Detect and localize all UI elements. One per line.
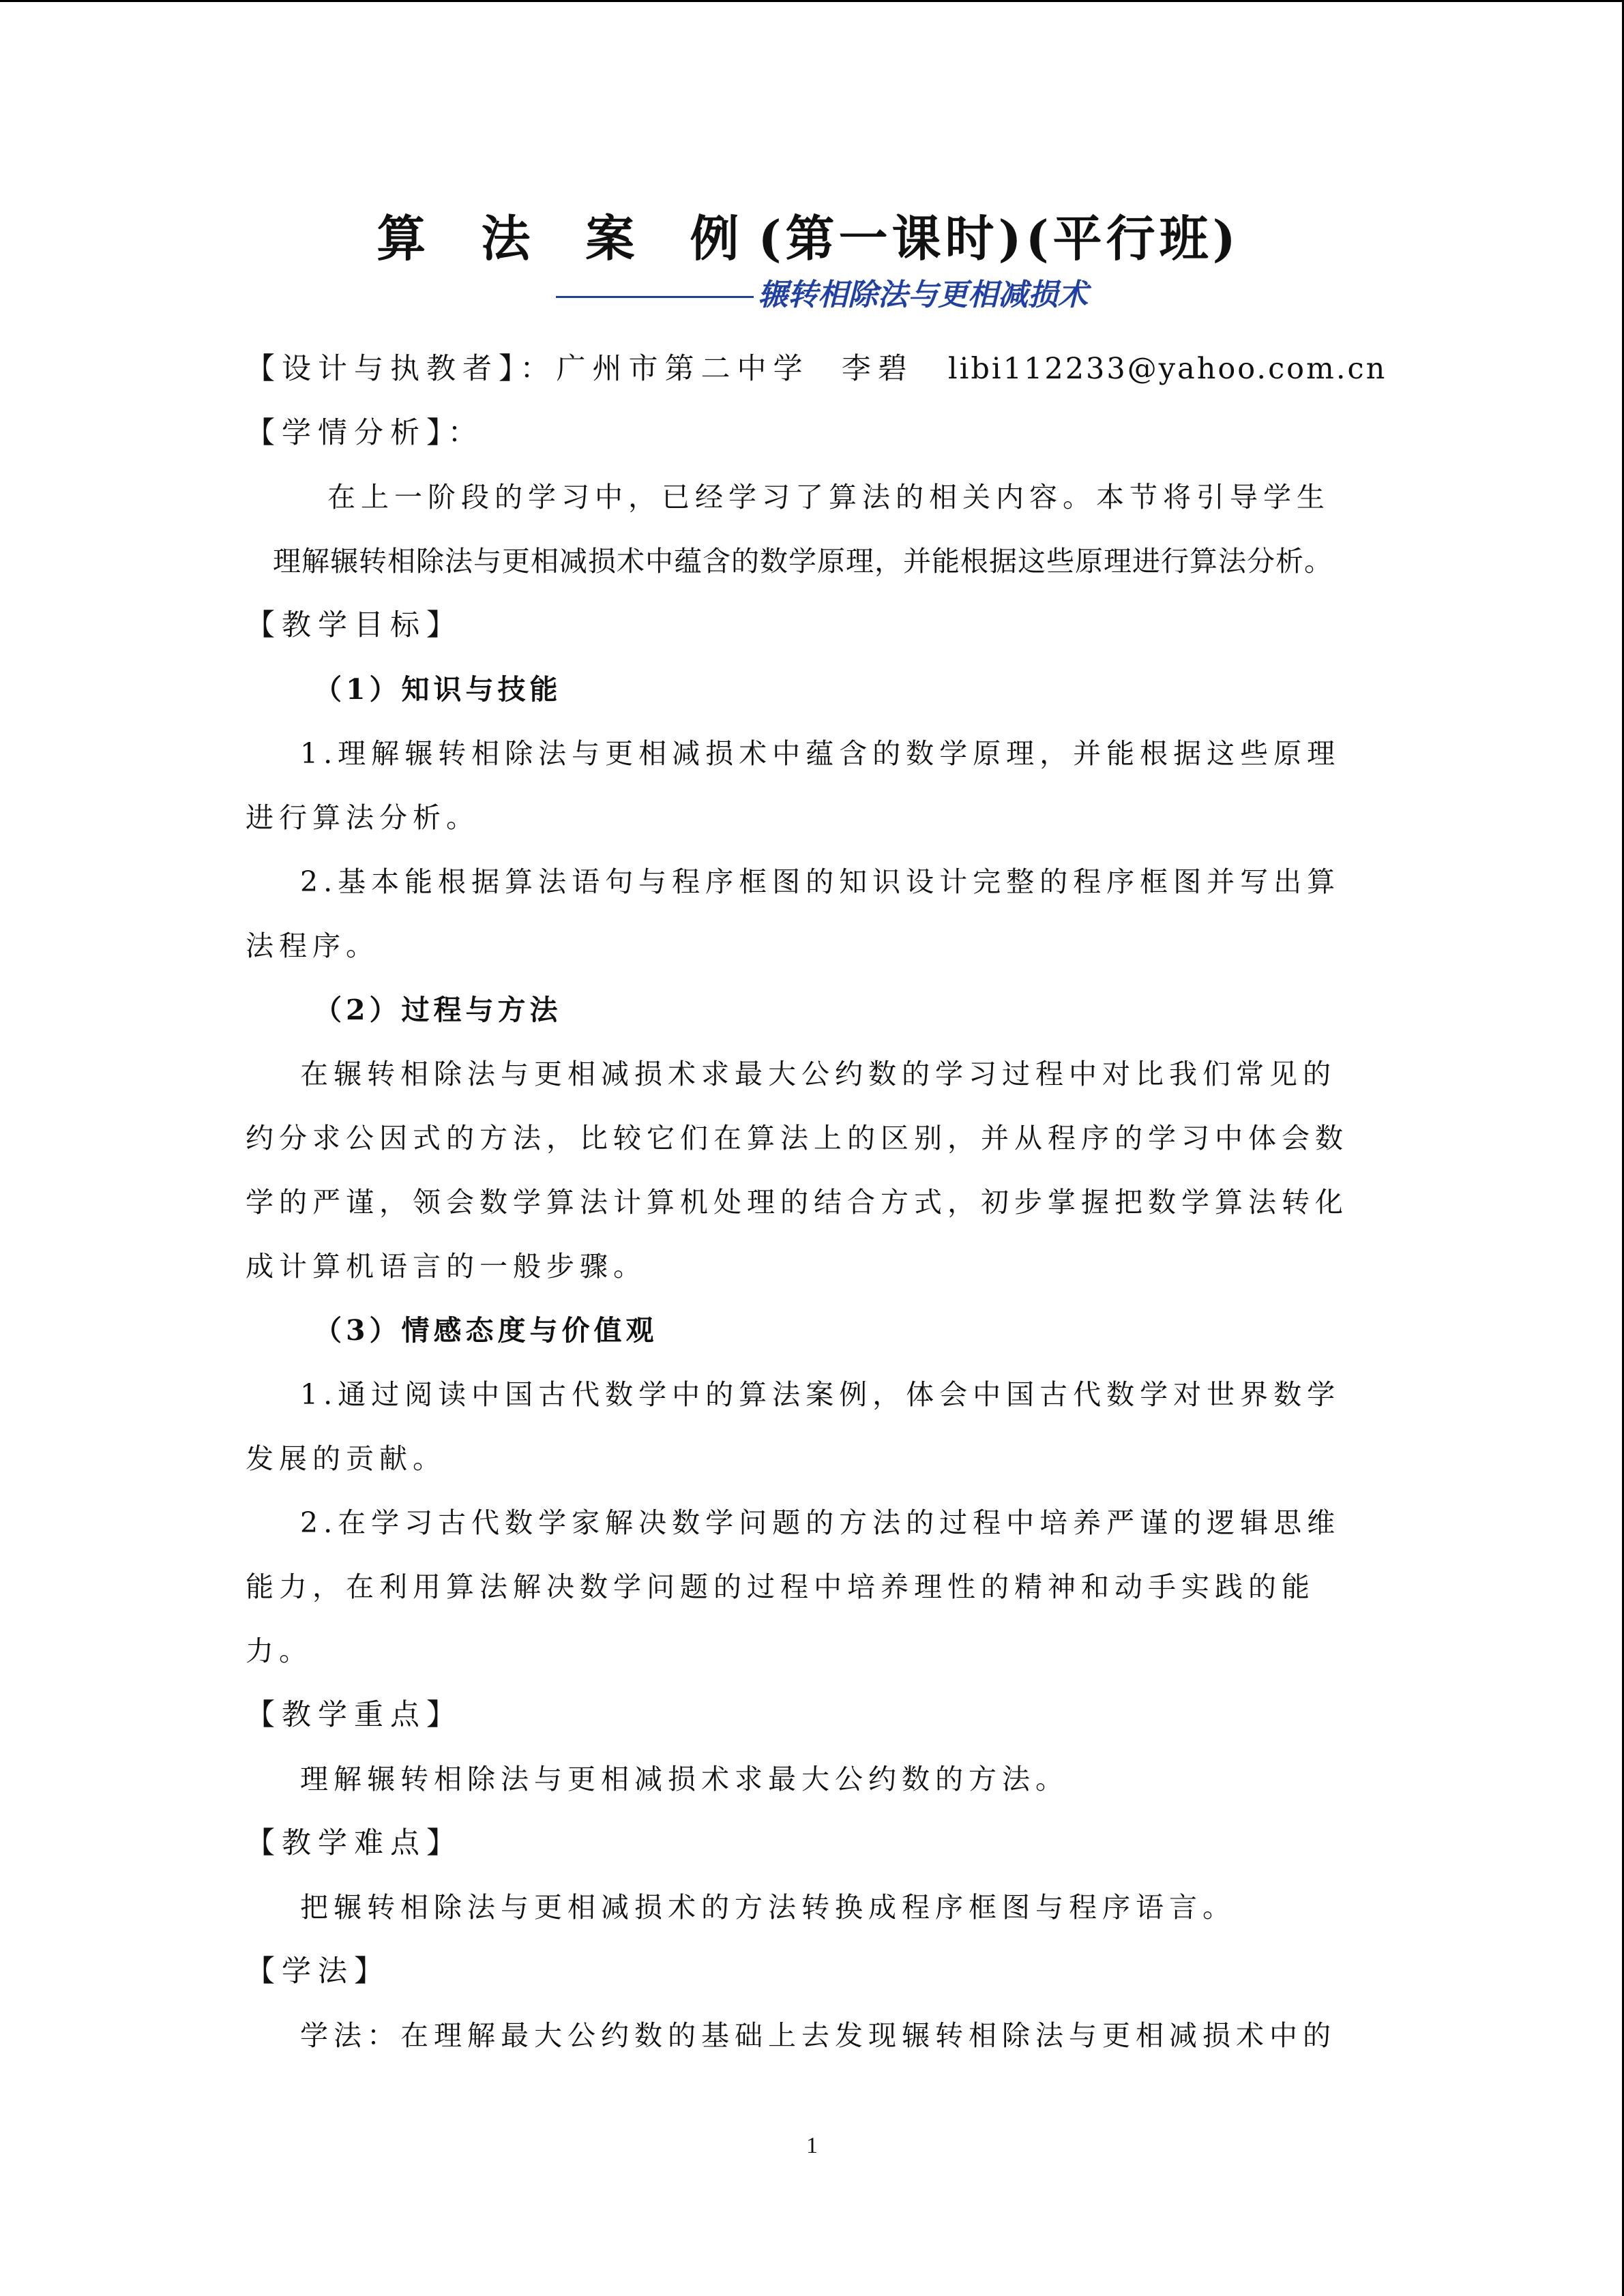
attitude-heading: （3）情感态度与价值观 (314, 1314, 658, 1347)
study-heading: 【学法】 (246, 1954, 390, 1988)
analysis-line-1: 在上一阶段的学习中，已经学习了算法的相关内容。本节将引导学生 (327, 481, 1330, 513)
attitude-item-2-line-2: 能力，在利用算法解决数学问题的过程中培养理性的精神和动手实践的能 (246, 1570, 1315, 1603)
attitude-item-1-line-2: 发展的贡献。 (246, 1442, 446, 1475)
knowledge-item-1-line-1: 1.理解辗转相除法与更相减损术中蕴含的数学原理，并能根据这些原理 (300, 737, 1341, 770)
goals-heading: 【教学目标】 (246, 608, 462, 642)
attitude-item-2-line-1: 2.在学习古代数学家解决数学问题的方法的过程中培养严谨的逻辑思维 (300, 1506, 1341, 1539)
focus-heading: 【教学重点】 (246, 1698, 462, 1732)
knowledge-item-2-line-2: 法程序。 (246, 929, 379, 962)
title-qualifier: (第一课时)(平行班) (758, 209, 1240, 267)
document-page (246, 205, 1387, 2068)
author-label: 【设计与执教者】： (246, 352, 557, 386)
author-line (246, 337, 1387, 401)
document-subtitle (246, 273, 1371, 318)
study-text: 学法：在理解最大公约数的基础上去发现辗转相除法与更相减损术中的 (300, 2019, 1336, 2052)
author-email: libi112233@yahoo.com.cn (947, 352, 1387, 386)
difficulty-text: 把辗转相除法与更相减损术的方法转换成程序框图与程序语言。 (300, 1891, 1236, 1924)
title-main: 算 法 案 例 (377, 209, 758, 267)
knowledge-heading: （1）知识与技能 (314, 673, 562, 706)
analysis-line-2: 理解辗转相除法与更相减损术中蕴含的数学原理，并能根据这些原理进行算法分析。 (273, 545, 1333, 578)
attitude-item-2-line-3: 力。 (246, 1635, 312, 1667)
knowledge-item-2-line-1: 2.基本能根据算法语句与程序框图的知识设计完整的程序框图并写出算 (300, 865, 1341, 898)
subtitle-text: 辗转相除法与更相减损术 (758, 278, 1088, 312)
author-name: 李碧 (841, 352, 914, 386)
author-school: 广州市第二中学 (556, 352, 810, 386)
attitude-item-1-line-1: 1.通过阅读中国古代数学中的算法案例，体会中国古代数学对世界数学 (300, 1378, 1341, 1411)
focus-text: 理解辗转相除法与更相减损术求最大公约数的方法。 (300, 1763, 1069, 1795)
document-title (246, 205, 1371, 273)
page-number: 1 (806, 2133, 818, 2158)
subtitle-dash (556, 296, 754, 298)
process-line-1: 在辗转相除法与更相减损术求最大公约数的学习过程中对比我们常见的 (300, 1058, 1336, 1090)
process-line-4: 成计算机语言的一般步骤。 (246, 1250, 647, 1283)
process-line-2: 约分求公因式的方法，比较它们在算法上的区别，并从程序的学习中体会数 (246, 1122, 1348, 1154)
page-border-top (0, 0, 1624, 2)
knowledge-item-1-line-2: 进行算法分析。 (246, 801, 479, 834)
analysis-heading: 【学情分析】： (246, 416, 484, 450)
process-heading: （2）过程与方法 (314, 994, 562, 1026)
process-line-3: 学的严谨，领会数学算法计算机处理的结合方式，初步掌握把数学算法转化 (246, 1186, 1348, 1219)
difficulty-heading: 【教学难点】 (246, 1826, 462, 1860)
